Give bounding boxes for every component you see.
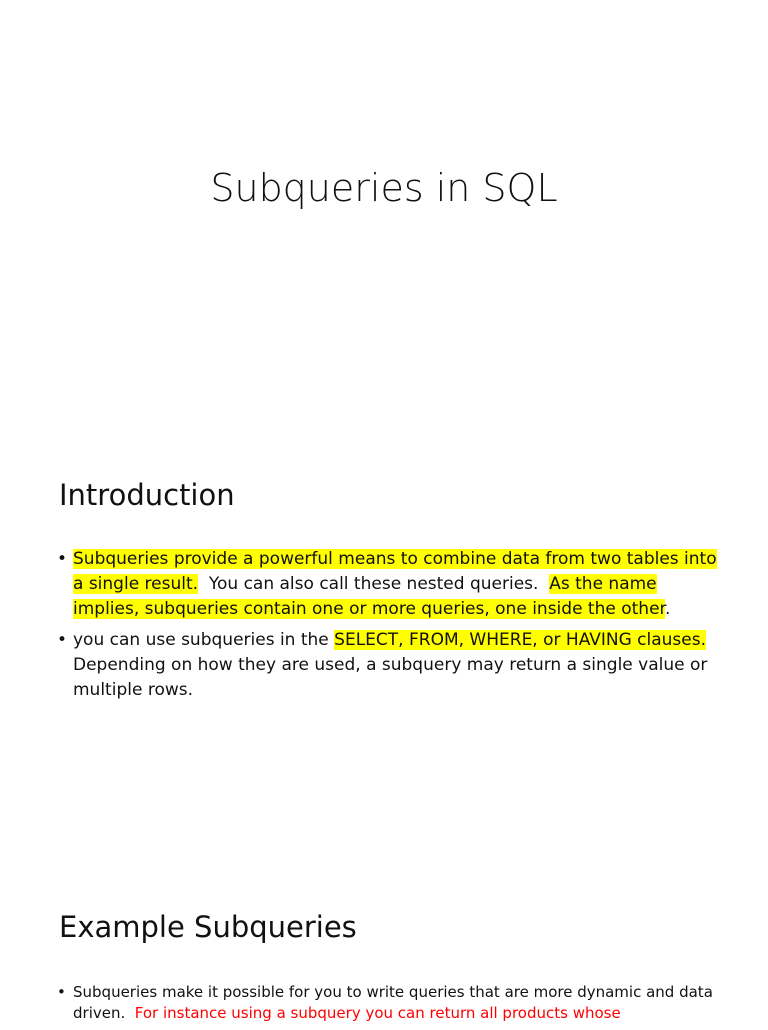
bullet-dot-icon: • [57, 630, 68, 650]
highlighted-text: SELECT, FROM, WHERE, or HAVING clauses. [334, 630, 707, 650]
bullet-dot-icon: • [57, 983, 66, 1001]
introduction-bullets [57, 547, 717, 709]
body-text: you can use subqueries in the [73, 630, 335, 650]
body-text: . [664, 599, 671, 619]
example-bullets [57, 982, 717, 1030]
list-item [57, 628, 717, 703]
title-slide [0, 0, 768, 420]
example-heading: Example Subqueries [59, 910, 357, 944]
introduction-heading: Introduction [59, 478, 235, 512]
bullet-dot-icon: • [57, 549, 68, 569]
list-item [57, 982, 717, 1024]
introduction-slide [0, 420, 768, 860]
body-text: You can also call these nested queries. [198, 574, 550, 594]
list-item [57, 547, 717, 622]
highlighted-text: Subqueries provide a powerful means to combine data from two tables into a single result. [73, 549, 717, 594]
body-text: Subqueries make it possible for you to write queries that are more dynamic and data driven. [73, 983, 718, 1022]
body-text: Depending on how they are used, a subquery may return a single value or multiple rows. [73, 630, 717, 700]
emphasis-text: For instance using a subquery you can return all products whose [134, 1004, 621, 1022]
slide-title: Subqueries in SQL [210, 166, 558, 210]
highlighted-text: As the name implies, subqueries contain one or more queries, one inside the other [73, 574, 665, 619]
example-slide [0, 860, 768, 1024]
